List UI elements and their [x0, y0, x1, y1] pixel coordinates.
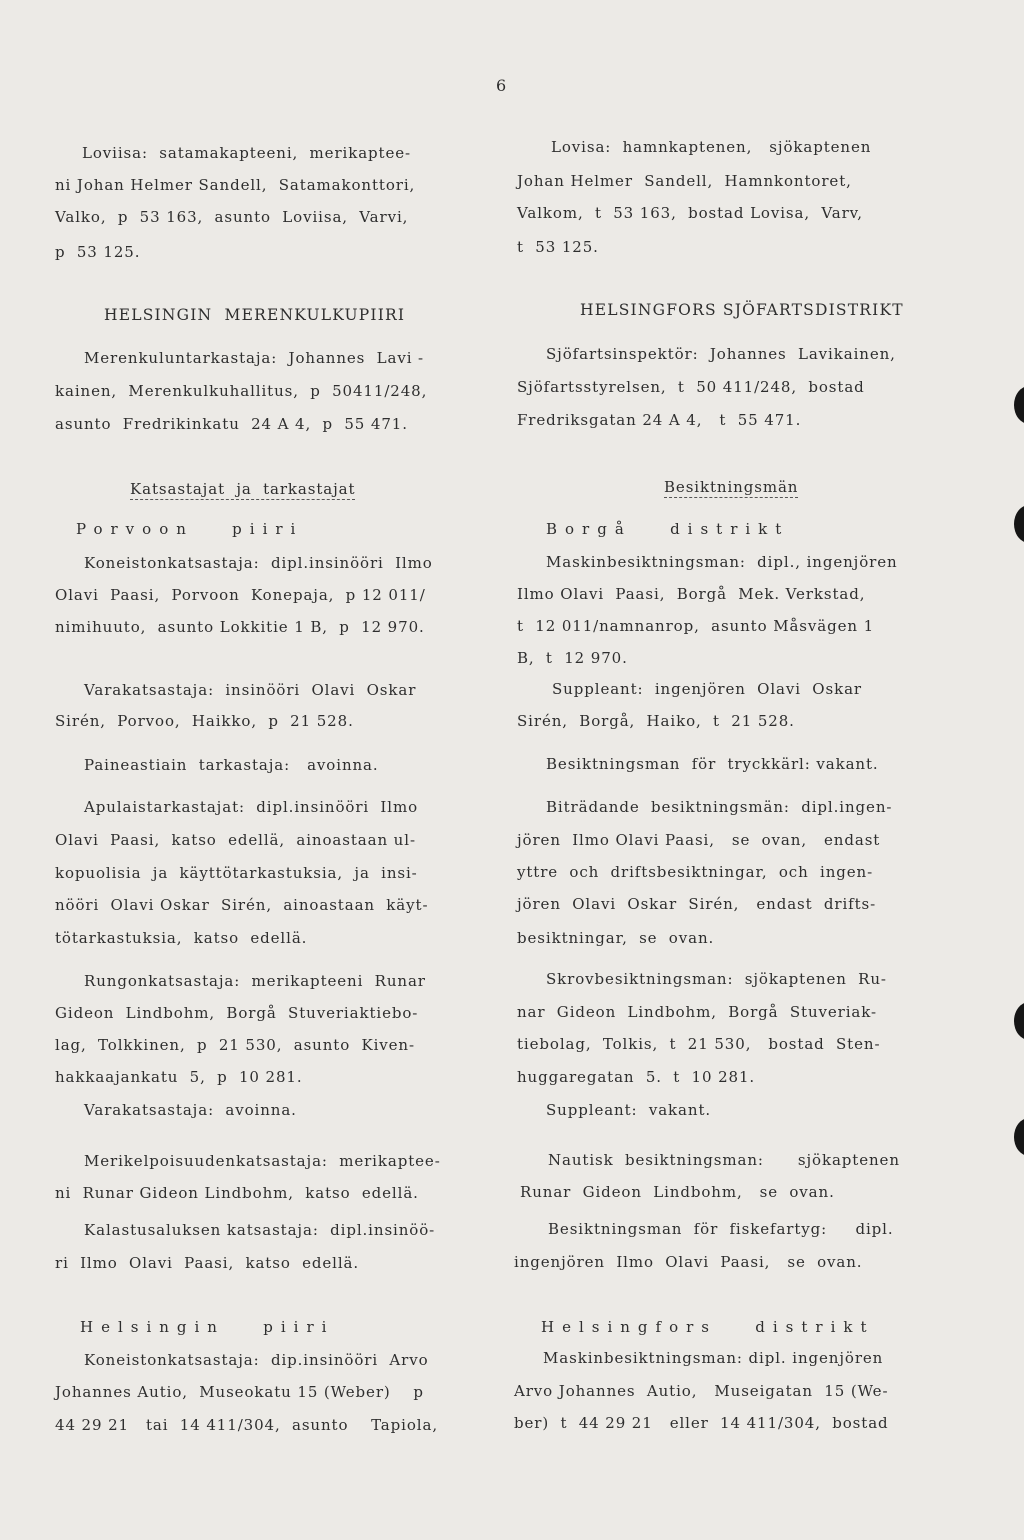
text-line: Nautisk besiktningsman: sjökaptenen	[548, 1151, 900, 1169]
subsection-heading: Besiktningsmän	[664, 478, 799, 496]
page-number: 6	[496, 76, 507, 95]
punch-hole	[1014, 386, 1024, 424]
text-line: nööri Olavi Oskar Sirén, ainoastaan käyt-	[55, 896, 429, 914]
text-line: Johannes Autio, Museokatu 15 (Weber) p	[55, 1383, 424, 1401]
text-line: Merikelpoisuudenkatsastaja: merikaptee-	[84, 1152, 441, 1170]
subsection-heading: Katsastajat ja tarkastajat	[130, 480, 356, 498]
text-line: jören Olavi Oskar Sirén, endast drifts-	[517, 895, 877, 913]
text-line: B, t 12 970.	[517, 649, 628, 667]
text-line: 44 29 21 tai 14 411/304, asunto Tapiola,	[55, 1416, 438, 1434]
text-line: Runar Gideon Lindbohm, se ovan.	[520, 1183, 835, 1201]
text-line: besiktningar, se ovan.	[517, 929, 715, 947]
text-line: jören Ilmo Olavi Paasi, se ovan, endast	[517, 831, 881, 849]
punch-hole	[1014, 1118, 1024, 1156]
text-line: Loviisa: satamakapteeni, merikaptee-	[82, 144, 411, 162]
text-line: Arvo Johannes Autio, Museigatan 15 (We-	[514, 1382, 889, 1400]
text-line: tötarkastuksia, katso edellä.	[55, 929, 308, 947]
text-line: nar Gideon Lindbohm, Borgå Stuveriak-	[517, 1003, 877, 1021]
text-line: Sjöfartsstyrelsen, t 50 411/248, bostad	[517, 378, 865, 396]
text-line: Besiktningsman för fiskefartyg: dipl.	[548, 1220, 894, 1238]
text-line: Rungonkatsastaja: merikapteeni Runar	[84, 972, 426, 990]
text-line: Sirén, Porvoo, Haikko, p 21 528.	[55, 712, 354, 730]
text-line: Varakatsastaja: avoinna.	[84, 1101, 297, 1119]
text-line: t 12 011/namnanrop, asunto Måsvägen 1	[517, 617, 875, 635]
text-line: Lovisa: hamnkaptenen, sjökaptenen	[551, 138, 872, 156]
text-line: huggaregatan 5. t 10 281.	[517, 1068, 756, 1086]
text-line: ri Ilmo Olavi Paasi, katso edellä.	[55, 1254, 360, 1272]
text-line: Suppleant: ingenjören Olavi Oskar	[552, 680, 863, 698]
text-line: Koneistonkatsastaja: dipl.insinööri Ilmo	[84, 554, 433, 572]
district-heading: Borgå distrikt	[546, 520, 790, 538]
text-line: Fredriksgatan 24 A 4, t 55 471.	[517, 411, 802, 429]
text-line: Paineastiain tarkastaja: avoinna.	[84, 756, 379, 774]
district-heading: Helsingin piiri	[80, 1318, 335, 1336]
district-heading: Porvoon piiri	[76, 520, 304, 538]
text-line: Olavi Paasi, katso edellä, ainoastaan ul-	[55, 831, 416, 849]
text-line: p 53 125.	[55, 243, 141, 261]
text-line: Merenkuluntarkastaja: Johannes Lavi -	[84, 349, 425, 367]
text-line: Biträdande besiktningsmän: dipl.ingen-	[546, 798, 893, 816]
text-line: Johan Helmer Sandell, Hamnkontoret,	[517, 172, 852, 190]
punch-hole	[1014, 1002, 1024, 1040]
text-line: Skrovbesiktningsman: sjökaptenen Ru-	[546, 970, 887, 988]
text-line: Besiktningsman för tryckkärl: vakant.	[546, 755, 879, 773]
text-line: asunto Fredrikinkatu 24 A 4, p 55 471.	[55, 415, 408, 433]
text-line: Maskinbesiktningsman: dipl. ingenjören	[543, 1349, 884, 1367]
text-line: yttre och driftsbesiktningar, och ingen-	[517, 863, 874, 881]
text-line: ni Johan Helmer Sandell, Satamakonttori,	[55, 176, 416, 194]
text-line: Kalastusaluksen katsastaja: dipl.insinöö-	[84, 1221, 436, 1239]
text-line: kopuolisia ja käyttötarkastuksia, ja insi-	[55, 864, 418, 882]
text-line: Olavi Paasi, Porvoon Konepaja, p 12 011/	[55, 586, 426, 604]
text-line: ni Runar Gideon Lindbohm, katso edellä.	[55, 1184, 419, 1202]
text-line: Suppleant: vakant.	[546, 1101, 712, 1119]
text-line: nimihuuto, asunto Lokkitie 1 B, p 12 970.	[55, 618, 425, 636]
text-line: Gideon Lindbohm, Borgå Stuveriaktiebo-	[55, 1004, 419, 1022]
text-line: Sjöfartsinspektör: Johannes Lavikainen,	[546, 345, 896, 363]
district-heading: Helsingfors distrikt	[541, 1318, 875, 1336]
section-heading: HELSINGFORS SJÖFARTSDISTRIKT	[580, 301, 904, 319]
punch-hole	[1014, 505, 1024, 543]
text-line: tiebolag, Tolkis, t 21 530, bostad Sten-	[517, 1035, 881, 1053]
section-heading: HELSINGIN MERENKULKUPIIRI	[104, 306, 406, 324]
text-line: Koneistonkatsastaja: dip.insinööri Arvo	[84, 1351, 429, 1369]
text-line: Valko, p 53 163, asunto Loviisa, Varvi,	[55, 208, 409, 226]
text-line: lag, Tolkkinen, p 21 530, asunto Kiven-	[55, 1036, 415, 1054]
text-line: ingenjören Ilmo Olavi Paasi, se ovan.	[514, 1253, 863, 1271]
text-line: hakkaajankatu 5, p 10 281.	[55, 1068, 303, 1086]
text-line: Apulaistarkastajat: dipl.insinööri Ilmo	[84, 798, 419, 816]
text-line: Ilmo Olavi Paasi, Borgå Mek. Verkstad,	[517, 585, 866, 603]
text-line: ber) t 44 29 21 eller 14 411/304, bostad	[514, 1414, 889, 1432]
text-line: t 53 125.	[517, 238, 599, 256]
text-line: kainen, Merenkulkuhallitus, p 50411/248,	[55, 382, 428, 400]
text-line: Maskinbesiktningsman: dipl., ingenjören	[546, 553, 898, 571]
text-line: Valkom, t 53 163, bostad Lovisa, Varv,	[517, 204, 863, 222]
text-line: Sirén, Borgå, Haiko, t 21 528.	[517, 712, 795, 730]
text-line: Varakatsastaja: insinööri Olavi Oskar	[84, 681, 417, 699]
